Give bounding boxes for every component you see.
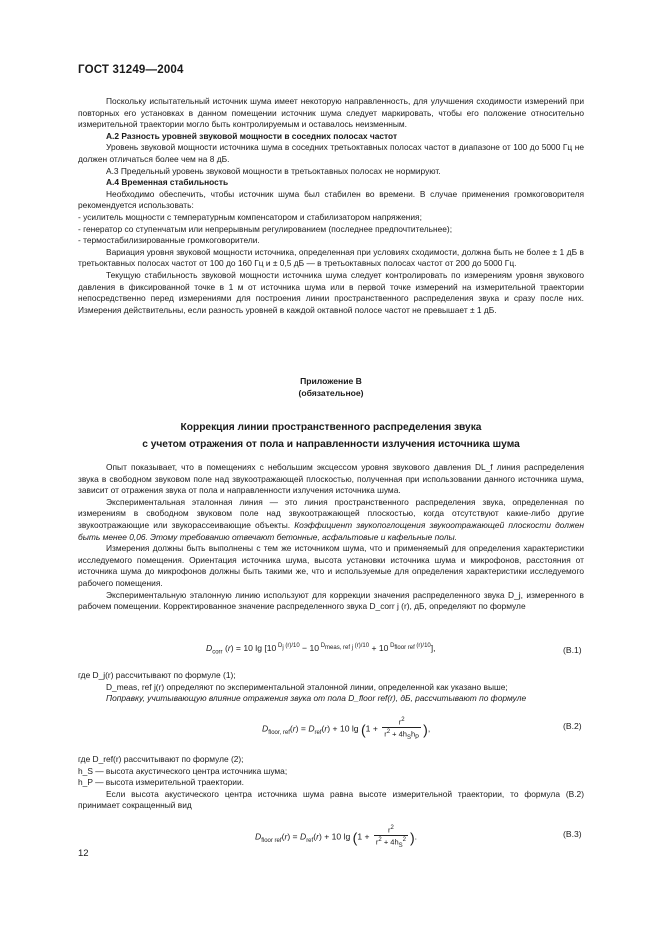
paragraph: Измерения должны быть выполнены с тем же источником шума, что и применяемый для определения характеристики исследуемого помещения. Ориентация источника шума, высота установки источника шума и микрофонов, расстояния от источника шума до микрофонов должны быть такими же, что и используемые для определения характеристики исследуемого рабочего помещения.	[78, 543, 584, 588]
paragraph: где D_ref(r) рассчитывают по формуле (2);	[78, 754, 244, 764]
appendix-a-text	[78, 96, 584, 316]
paragraph: Необходимо обеспечить, чтобы источник шума был стабилен во времени. В случае применения громкоговорителя рекомендуется использовать:	[78, 188, 584, 211]
formula-b2: $D_{floor, ref}(r) = D_{ref}(r) + 10$ lg (1 + $\frac{r^2}{r^2 + 4h_Sh_P}$ ),	[262, 717, 431, 741]
appendix-title-line1: Коррекция линии пространственного распределения звука	[180, 422, 482, 433]
document-header: ГОСТ 31249—2004	[78, 64, 184, 76]
paragraph: А.3 Предельный уровень звуковой мощности в третьоктавных полосах не нормируют.	[106, 165, 441, 176]
equation-number: (В.3)	[563, 829, 582, 839]
paragraph: Экспериментальную эталонную линию используют для коррекции значения распределенного звука D_j, измеренного в рабочем помещении. Корректированное значение распределенного звука D_corr j (r), дБ, определяют по формуле	[78, 589, 584, 612]
list-item: - усилитель мощности с температурным компенсатором и стабилизатором напряжения;	[78, 211, 422, 222]
paragraph: h_P — высота измерительной траектории.	[78, 777, 244, 788]
equation-number: (В.2)	[563, 721, 582, 731]
section-heading-a4: А.4 Временная стабильность	[106, 177, 229, 188]
paragraph: Текущую стабильность звуковой мощности источника шума следует контролировать по измерениям уровня звукового давления в фиксированной точке в 1 м от источника шума или в первой точке измерений на измерительной траектории непосредственно перед измерениями для построения линии пространственного распределения звука и сразу после них. Измерения действительны, если разность уровней в каждой октавной полосе частот не превышает ± 1 дБ.	[78, 269, 584, 315]
appendix-title-line2: с учетом отражения от пола и направленности излучения источника шума	[142, 439, 520, 450]
paragraph: Уровень звуковой мощности источника шума в соседних третьоктавных полосах частот в диапазоне от 100 до 5000 Гц не должен отличаться более чем на 8 дБ.	[78, 142, 584, 164]
paragraph: Вариация уровня звуковой мощности источника, определенная при условиях сходимости, должна быть не более ± 1 дБ в третьоктавных полосах частот от 100 до 160 Гц и ± 0,5 дБ — в третьоктавных полосах частот от 200 до 5000 Гц.	[78, 246, 584, 269]
list-item: - термостабилизированные громкоговорители.	[78, 235, 260, 246]
page-number: 12	[78, 848, 89, 859]
formula-b1: $D_{corr}$ (r) = 10 lg [10 $^{D_j (r)/10}$ − 10 $^{D_{meas, ref j} (r)/10}$ + 10 $^{D_{floor ref} (r)/10}$],	[206, 643, 436, 656]
paragraph: Поправку, учитывающую влияние отражения звука от пола D_floor ref(r), дБ, рассчитывают по формуле	[106, 693, 527, 704]
section-heading-a2: А.2 Разность уровней звуковой мощности в соседних полосах частот	[106, 130, 398, 141]
paragraph: Поскольку испытательный источник шума имеет некоторую направленность, для улучшения сходимости измерений при повторных его установках в данном помещении источник шума следует маркировать, чтобы его положение относительно измерительной траектории могло быть контролируемым и оставалось неизменным.	[78, 96, 584, 130]
paragraph: h_S — высота акустического центра источника шума;	[78, 765, 288, 776]
list-item: - генератор со ступенчатым или непрерывным регулированием (последнее предпочтительнее);	[78, 223, 453, 234]
appendix-b-text	[78, 462, 584, 613]
formula-b3: $D_{floor ref}(r) = D_{ref}(r) + 10$ lg (1 + $\frac{r^2}{r^2 + 4h_S^2}$ ).	[255, 825, 418, 849]
appendix-label: Приложение В	[300, 376, 362, 386]
appendix-status: (обязательное)	[298, 388, 364, 398]
paragraph: Экспериментальная эталонная линия — это линия пространственного распределения звука, определенная по измерениям в свободном звуковом поле над звукоотражающей плоскостью, когда отсутствуют какие-либо другие звукоотражающие или звукорассеивающие объекты. Коэффициент звукопоглощения звукоотражающей плоскости должен быть менее 0,06. Этому требованию отвечают бетонные, асфальтовые и кафельные полы.	[78, 496, 585, 542]
paragraph: Если высота акустического центра источника шума равна высоте измерительной траектории, то формула (В.2) принимает сокращенный вид	[78, 788, 584, 811]
where-block-1	[78, 670, 584, 705]
where-block-2	[78, 754, 584, 812]
paragraph: D_meas, ref j(r) определяют по экспериментальной эталонной линии, определенной как указано выше;	[106, 681, 508, 692]
paragraph: где D_j(r) рассчитывают по формуле (1);	[78, 670, 236, 680]
equation-number: (В.1)	[563, 645, 582, 655]
paragraph: Опыт показывает, что в помещениях с небольшим эксцессом уровня звукового давления DL_f линия распределения звука в свободном звуковом поле над звукоотражающей плоскостью, полученная при использовании данного источника шума, зависит от отражения звука от пола и направленности излучения источника шума.	[78, 462, 584, 496]
